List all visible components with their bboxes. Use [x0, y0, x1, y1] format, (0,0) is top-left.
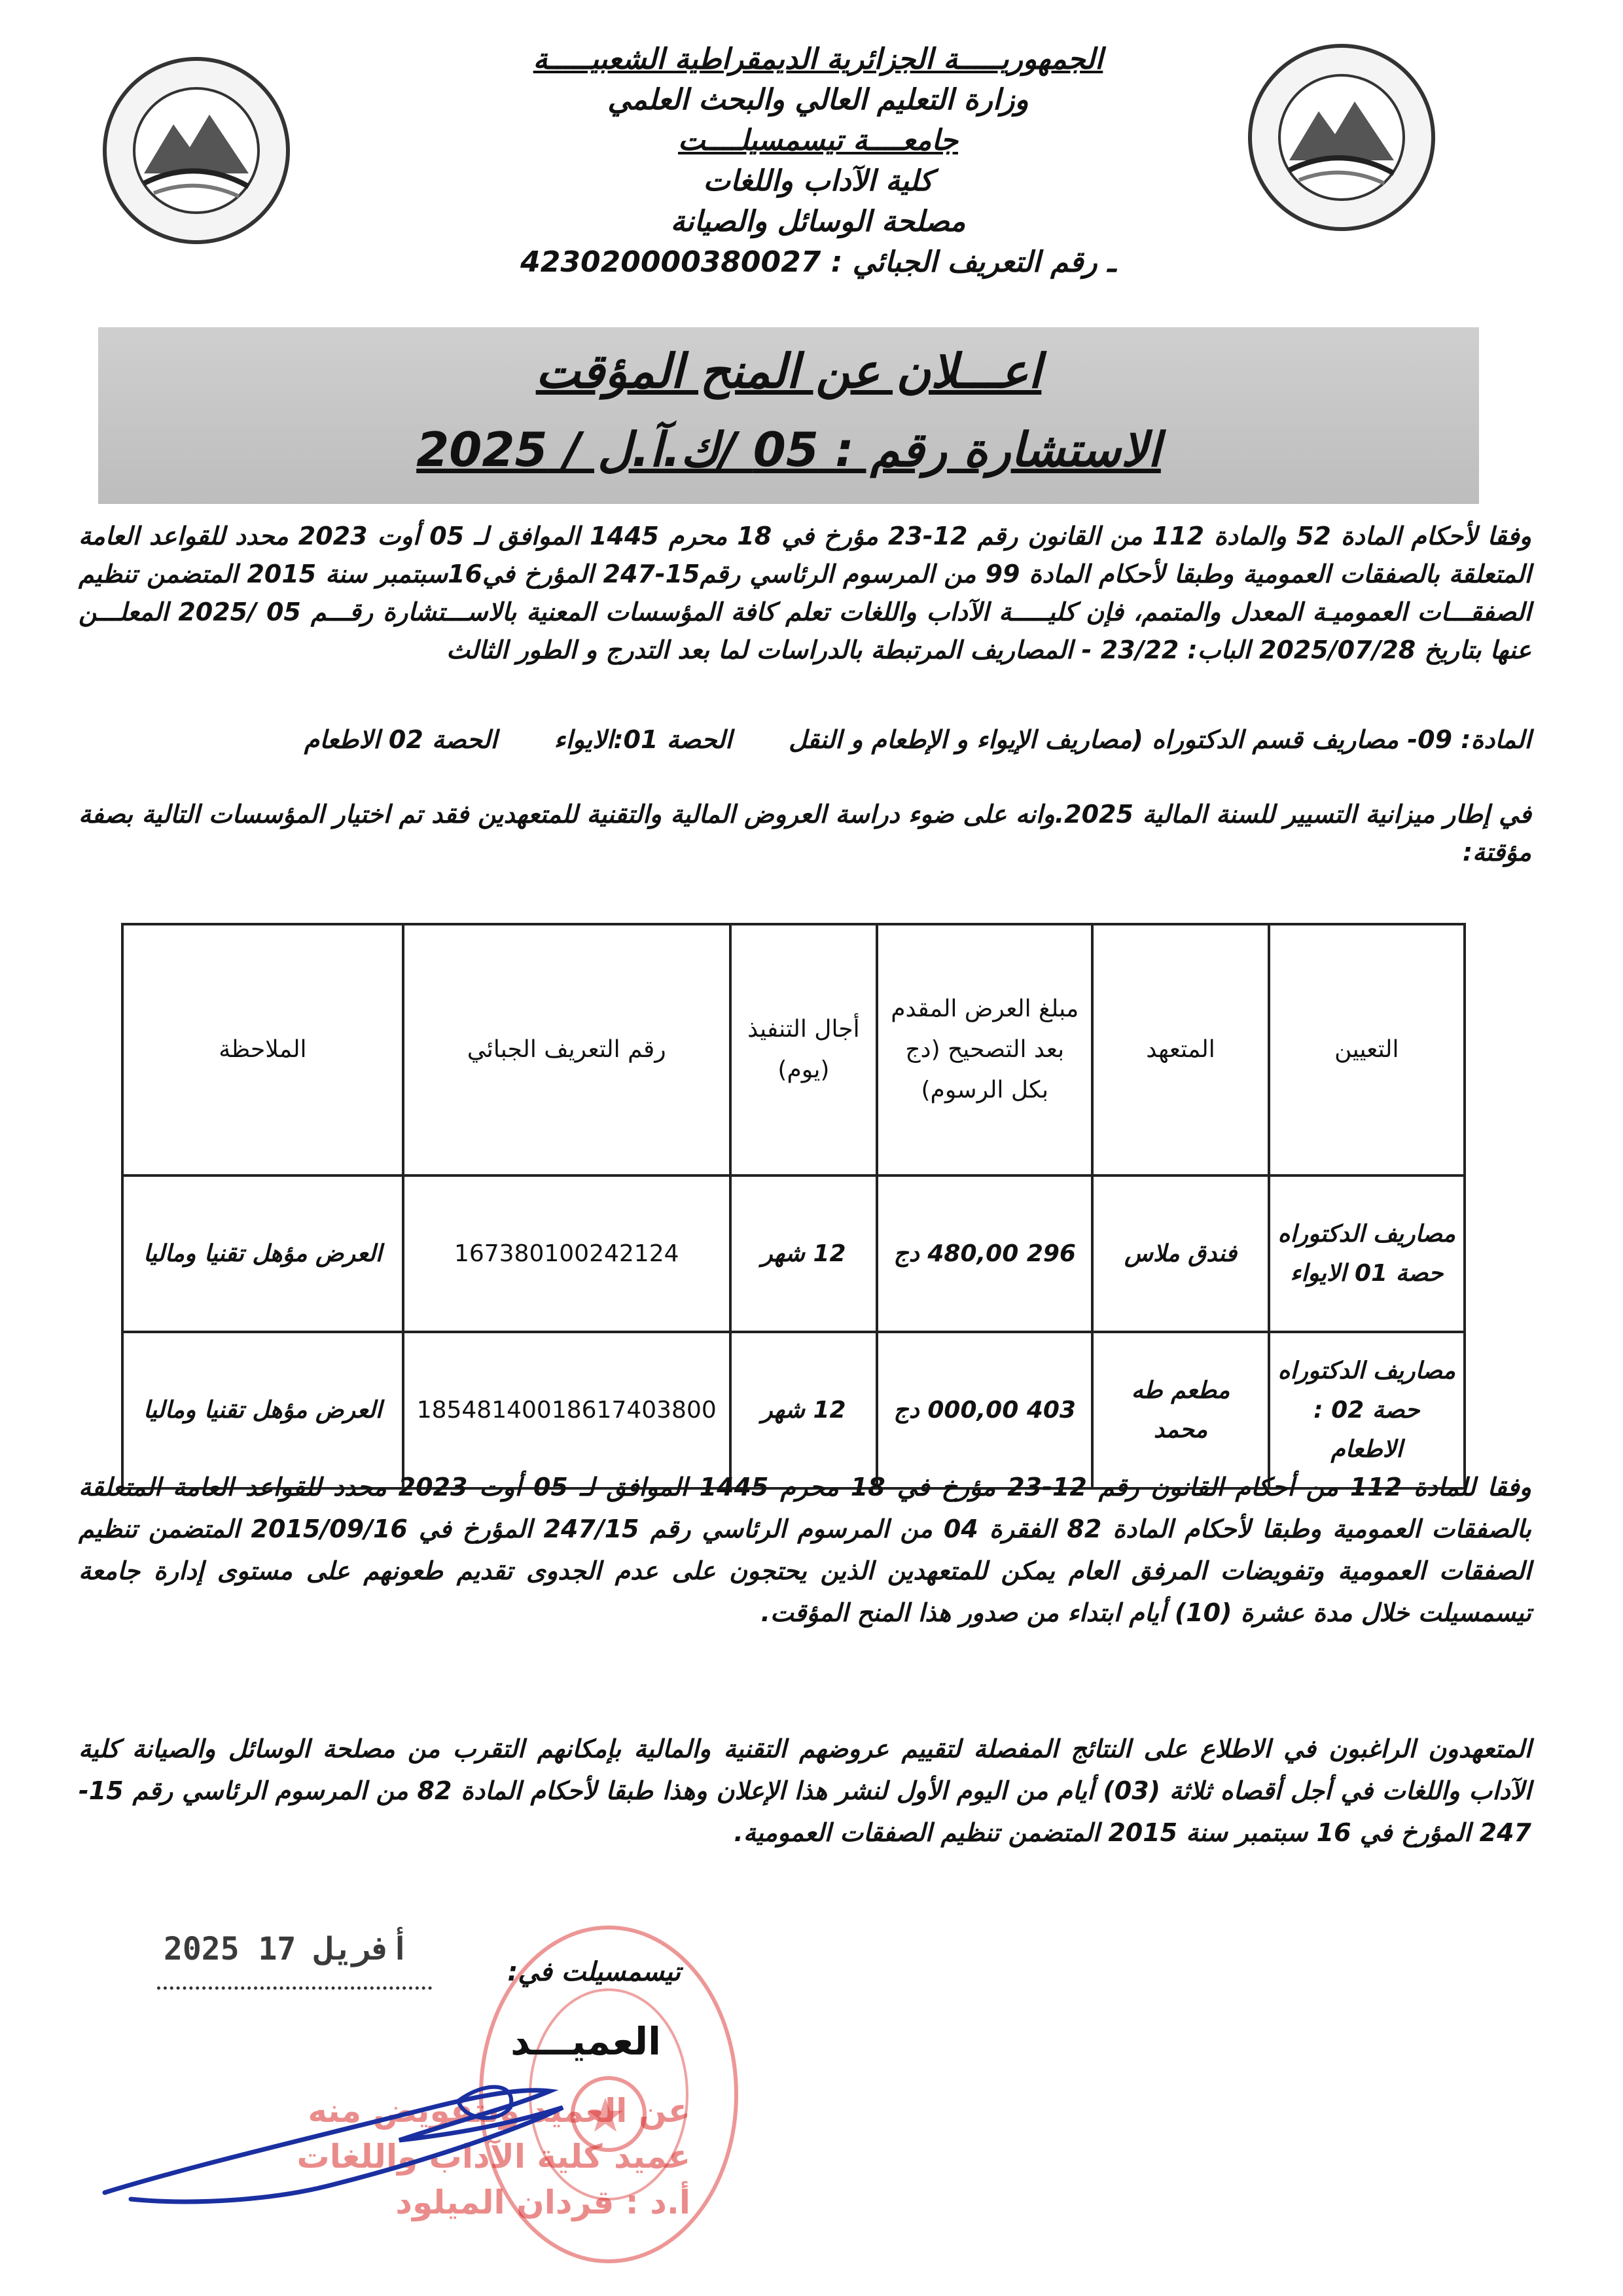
cell-bidder: مطعم طه محمد: [1092, 1332, 1268, 1488]
institution-header: [458, 39, 1178, 283]
university-logo-left: [98, 52, 294, 249]
subject-material: المادة: 09- مصاريف قسم الدكتوراه (مصاريف الإيواء و الإطعام و النقل: [789, 725, 1531, 754]
cell-bidder: فندق ملاس: [1092, 1175, 1268, 1332]
table-row: [122, 1332, 1465, 1488]
header-line-ministry: وزارة التعليم العالي والبحث العلمي: [607, 83, 1029, 117]
cell-note: العرض مؤهل تقنيا وماليا: [122, 1332, 403, 1488]
budget-paragraph: في إطار ميزانية التسيير للسنة المالية 2025.وانه على ضوء دراسة العروض المالية والتقنية للمتعهدين فقد تم اختيار المؤسسات التالية بصفة مؤقتة:: [79, 800, 1532, 867]
subject-line: [79, 720, 1531, 759]
date-stamp: 2025 أفريل 17: [164, 1931, 410, 1967]
cell-designation: مصاريف الدكتوراه حصة 01 الايواء: [1269, 1175, 1465, 1332]
intro-paragraph: وفقا لأحكام المادة 52 والمادة 112 من القانون رقم 12-23 مؤرخ في 18 محرم 1445 الموافق لـ 05 أوت 2023 محدد للقواعد العامة المتعلقة بالصفقات العمومية وطبقا لأحكام المادة 99 من المرسوم الرئاسي رقم15-247 المؤرخ في16سبتمبر سنة 2015 المتضمن تنظيم الصفقـــات العموميـة المعدل والمتمم، فإن كليـــــة الآداب واللغات تعلم كافة المؤسسات المعنية بالاســـتشارة رقـــم 05 /2025 المعلـــن عنها بتاريخ 2025/07/28 الباب: 23/22 - المصاريف المرتبطة بالدراسات لما بعد التدرج و الطور الثالث: [79, 522, 1531, 664]
cell-amount: 296 480,00 دج: [877, 1175, 1092, 1332]
dean-title: العميـــد: [510, 2019, 661, 2064]
table-header-row: [122, 924, 1465, 1175]
place-date-label: تيسمسيلت في:: [507, 1957, 681, 1987]
appeal-paragraph: وفقا للمادة 112 من أحكام القانون رقم 12-23 مؤرخ في 18 محرم 1445 الموافق لـ 05 أوت 2023 محدد للقواعد العامة المتعلقة بالصفقات العمومية وطبقا لأحكام المادة 82 الفقرة 04 من المرسوم الرئاسي رقم 247/15 المؤرخ في 2015/09/16 المتضمن تنظيم الصفقات العمومية وتفويضات المرفق العام يمكن للمتعهدين الذين يحتجون على عدم الجدوى تقديم طعونهم على مستوى إدارة جامعة تيسمسيلت خلال مدة عشرة (10) أيام ابتداء من صدور هذا المنح المؤقت.: [79, 1473, 1531, 1627]
cell-designation: مصاريف الدكتوراه حصة 02 : الاطعام: [1269, 1332, 1465, 1488]
cell-amount: 403 000,00 دج: [877, 1332, 1092, 1488]
stamp-line: أ.د : قردان الميلود: [395, 2183, 690, 2221]
subject-lot-2: الحصة 02 الاطعام: [304, 725, 497, 754]
stamp-line: عميد كلية الآداب واللغات: [296, 2138, 690, 2176]
handwritten-signature: [92, 2062, 628, 2212]
cell-duration: 12 شهر: [730, 1175, 877, 1332]
cell-note: العرض مؤهل تقنيا وماليا: [122, 1175, 403, 1332]
cell-duration: 12 شهر: [730, 1332, 877, 1488]
header-bidder: المتعهد: [1092, 924, 1268, 1175]
table-row: [122, 1175, 1465, 1332]
header-note: الملاحظة: [122, 924, 403, 1175]
header-tax-id: رقم التعريف الجبائي: [403, 924, 730, 1175]
header-designation: التعيين: [1269, 924, 1465, 1175]
header-line-tax-id: ـ رقم التعريف الجبائي : 423020000380027: [520, 245, 1116, 279]
stamp-line: عن العميد وبتفويض منه: [308, 2092, 690, 2130]
header-line-faculty: كلية الآداب واللغات: [703, 164, 933, 198]
announcement-title: اعـــلان عن المنح المؤقت: [535, 344, 1042, 399]
header-line-republic: الجمهوريـــــة الجزائرية الديمقراطية الشعبيـــــة: [533, 43, 1103, 76]
date-dotted-line: [157, 1986, 432, 1990]
header-amount: مبلغ العرض المقدم بعد التصحيح (دج بكل الرسوم): [877, 924, 1092, 1175]
header-line-university: جامعــــة تيسمسيلــــت: [678, 124, 958, 157]
subject-lot-1: الحصة 01:الايواء: [554, 725, 732, 754]
cell-tax-id: 167380100242124: [403, 1175, 730, 1332]
consultation-number: الاستشارة رقم : 05 /ك.آ.ل / 2025: [416, 422, 1161, 477]
header-line-service: مصلحة الوسائل والصيانة: [670, 205, 966, 238]
cell-tax-id: 18548140018617403800: [403, 1332, 730, 1488]
results-paragraph: المتعهدون الراغبون في الاطلاع على النتائج المفصلة لتقييم عروضهم التقنية والمالية بإمكانهم التقرب من مصلحة الوسائل والصيانة كلية الآداب واللغات في أجل أقصاه ثلاثة (03) أيام من اليوم الأول لنشر هذا الإعلان وهذا طبقا لأحكام المادة 82 من المرسوم الرئاسي رقم 15-247 المؤرخ في 16 سبتمبر سنة 2015 المتضمن تنظيم الصفقات العمومية.: [79, 1734, 1532, 1847]
header-duration: أجال التنفيذ (يوم): [730, 924, 877, 1175]
provisional-award-table: [121, 923, 1466, 1490]
university-logo-right: [1243, 39, 1440, 236]
